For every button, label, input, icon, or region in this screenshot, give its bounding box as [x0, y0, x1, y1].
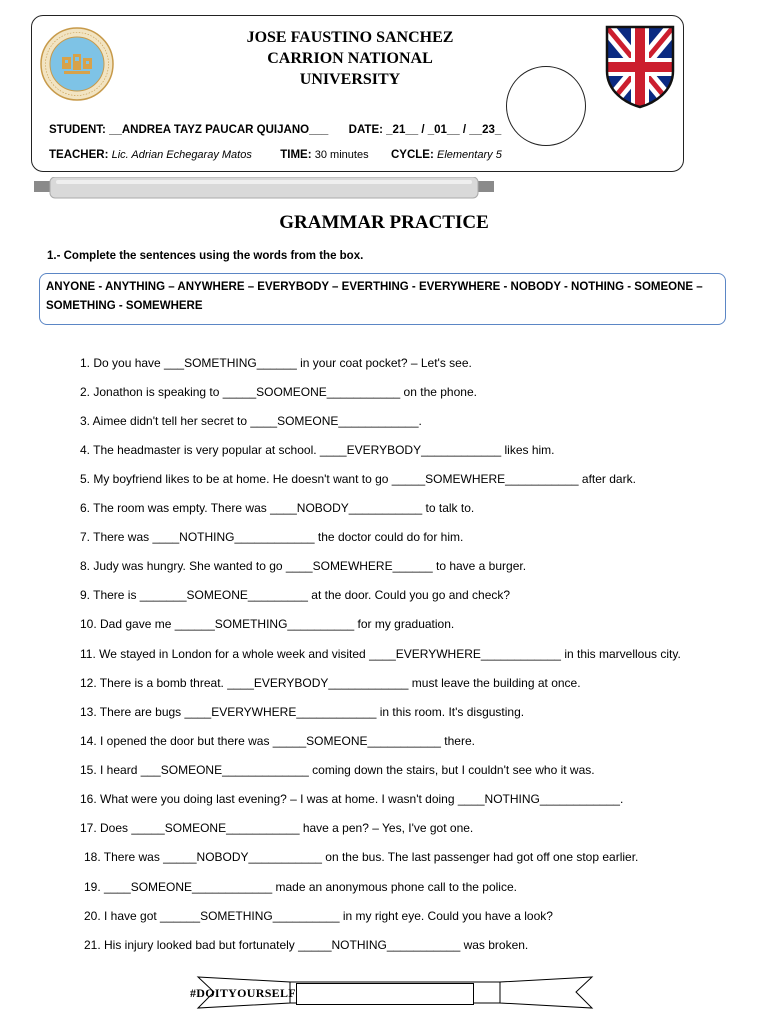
sentence-2: 2. Jonathon is speaking to _____SOOMEONE___________ on the phone. — [80, 385, 477, 399]
sentence-17: 17. Does _____SOMEONE___________ have a pen? – Yes, I've got one. — [80, 821, 474, 835]
sentence-20: 20. I have got ______SOMETHING__________ in my right eye. Could you have a look? — [84, 909, 553, 923]
footer-name-field — [296, 983, 474, 1005]
sentence-7: 7. There was ____NOTHING____________ the doctor could do for him. — [80, 530, 464, 544]
sentence-16: 16. What were you doing last evening? – I was at home. I wasn't doing ____NOTHING____________. — [80, 792, 624, 806]
sentence-8: 8. Judy was hungry. She wanted to go ____SOMEWHERE______ to have a burger. — [80, 559, 527, 573]
university-name-line-3: UNIVERSITY — [299, 71, 401, 88]
uk-flag-shield-icon — [605, 25, 675, 109]
photo-placeholder-circle — [506, 66, 586, 146]
instruction-text: 1.- Complete the sentences using the words from the box. — [47, 250, 364, 262]
sentence-5: 5. My boyfriend likes to be at home. He doesn't want to go _____SOMEWHERE___________ after dark. — [80, 472, 636, 486]
time-label: TIME: — [280, 149, 312, 161]
footer-hashtag: #DOITYOURSELF — [190, 986, 296, 1000]
teacher-info-line — [49, 149, 502, 161]
student-label: STUDENT: — [49, 124, 106, 136]
sentence-6: 6. The room was empty. There was ____NOBODY___________ to talk to. — [80, 501, 475, 515]
sentence-4: 4. The headmaster is very popular at school. ____EVERYBODY____________ likes him. — [80, 443, 555, 457]
teacher-label: TEACHER: — [49, 149, 109, 161]
university-name-line-2: CARRION NATIONAL — [267, 50, 433, 67]
cycle-value: Elementary 5 — [437, 149, 502, 161]
time-value: 30 minutes — [314, 149, 369, 161]
date-value: _21__ / _01__ / __23_ — [386, 124, 502, 136]
sentence-3: 3. Aimee didn't tell her secret to ____SOMEONE____________. — [80, 414, 422, 428]
page-title: GRAMMAR PRACTICE — [279, 212, 489, 233]
sentence-10: 10. Dad gave me ______SOMETHING__________ for my graduation. — [80, 617, 455, 631]
sentence-19: 19. ____SOMEONE____________ made an anonymous phone call to the police. — [84, 880, 517, 894]
sentence-1: 1. Do you have ___SOMETHING______ in your coat pocket? – Let's see. — [80, 356, 472, 370]
date-label: DATE: — [348, 124, 383, 136]
word-box-line-1: ANYONE - ANYTHING – ANYWHERE – EVERYBODY – EVERTHING - EVERYWHERE - NOBODY - NOTHING - SOMEONE – — [46, 281, 703, 293]
word-box — [39, 273, 726, 325]
student-info-line — [49, 124, 501, 136]
teacher-value: Lic. Adrian Echegaray Matos — [111, 149, 252, 161]
sentence-9: 9. There is _______SOMEONE_________ at the door. Could you go and check? — [80, 588, 511, 602]
cycle-label: CYCLE: — [390, 149, 434, 161]
university-name-line-1: JOSE FAUSTINO SANCHEZ — [246, 29, 454, 46]
student-name-value: __ANDREA TAYZ PAUCAR QUIJANO___ — [109, 124, 329, 136]
university-name — [210, 27, 490, 90]
sentence-18: 18. There was _____NOBODY___________ on the bus. The last passenger had got off one stop earlier. — [84, 850, 639, 864]
sentence-13: 13. There are bugs ____EVERYWHERE____________ in this room. It's disgusting. — [80, 705, 525, 719]
decorative-scroll-bar — [34, 177, 494, 199]
university-seal-logo — [40, 27, 114, 101]
sentence-11: 11. We stayed in London for a whole week and visited ____EVERYWHERE____________ in this marvellous city. — [80, 647, 681, 661]
sentence-15: 15. I heard ___SOMEONE_____________ coming down the stairs, but I couldn't see who it was. — [80, 763, 595, 777]
sentence-21: 21. His injury looked bad but fortunately _____NOTHING___________ was broken. — [84, 938, 529, 952]
sentence-12: 12. There is a bomb threat. ____EVERYBODY____________ must leave the building at once. — [80, 676, 581, 690]
word-box-line-2: SOMETHING - SOMEWHERE — [46, 300, 203, 312]
sentence-14: 14. I opened the door but there was _____SOMEONE___________ there. — [80, 734, 475, 748]
